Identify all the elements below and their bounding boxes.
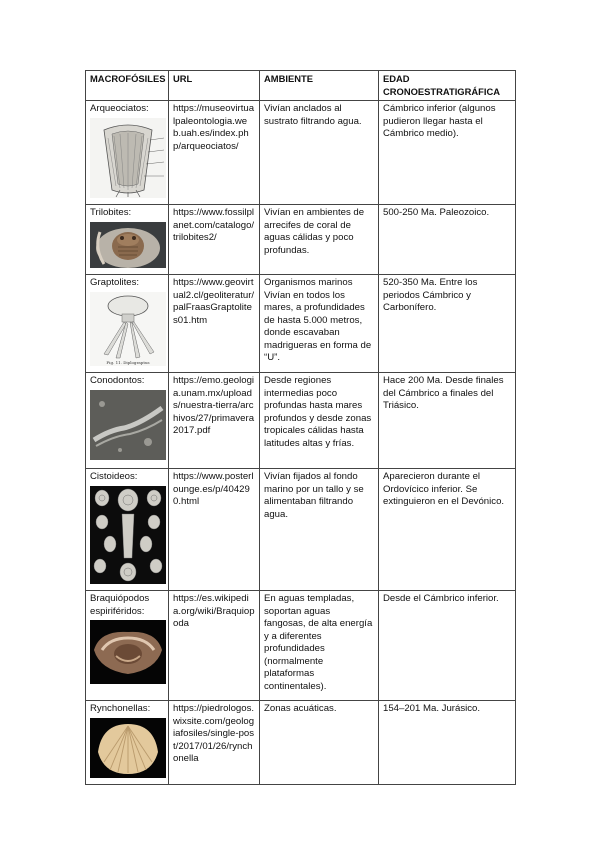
graptolite-illustration [90, 292, 166, 371]
archaeocyath-illustration [90, 118, 166, 203]
spiriferid-brachiopod-photo [90, 620, 166, 689]
ambiente-cell: En aguas templadas, soportan aguas fangosas, de alta energía y a diferentes profundidades (normalmente plataformas continentales). [260, 591, 379, 701]
table-row [86, 373, 516, 469]
fossil-name: Rynchonellas: [90, 703, 151, 714]
edad-cell: Desde el Cámbrico inferior. [379, 591, 516, 701]
rhynchonella-fossil-photo [90, 718, 166, 783]
fossil-name: Graptolites: [90, 277, 140, 288]
table-row [86, 205, 516, 275]
ambiente-cell: Vivían fijados al fondo marino por un tallo y se alimentaban filtrando agua. [260, 469, 379, 591]
header-edad: EDAD CRONOESTRATIGRÁFICA [379, 71, 516, 101]
cystoid-plate-illustration [90, 486, 166, 589]
header-ambiente: AMBIENTE [260, 71, 379, 101]
fossil-cell [86, 469, 169, 591]
table-row [86, 275, 516, 373]
conodont-fossil-photo [90, 390, 166, 465]
ambiente-cell: Zonas acuáticas. [260, 701, 379, 785]
edad-cell: 154–201 Ma. Jurásico. [379, 701, 516, 785]
fossil-name: Conodontos: [90, 375, 145, 386]
table-row [86, 101, 516, 205]
ambiente-cell: Desde regiones intermedias poco profundas hasta mares profundos y desde zonas tropicales cálidas hasta latitudes altas y frías. [260, 373, 379, 469]
fossil-name: Cistoideos: [90, 471, 138, 482]
fossil-cell [86, 591, 169, 701]
table-row [86, 701, 516, 785]
fossil-name: Arqueociatos: [90, 103, 149, 114]
image-caption: Fig. 11. Diplograptus [106, 359, 150, 365]
fossil-name: Braquiópodos espiriféridos: [90, 593, 150, 617]
fossil-cell [86, 205, 169, 275]
url-cell[interactable]: https://www.posterlounge.es/p/404290.html [169, 469, 260, 591]
fossil-cell [86, 373, 169, 469]
ambiente-cell: Vivían en ambientes de arrecifes de coral de aguas cálidas y poco profundas. [260, 205, 379, 275]
ambiente-cell: Organismos marinos Vivían en todos los mares, a profundidades de hasta 5.000 metros, donde escavaban madrigueras en forma de “U”. [260, 275, 379, 373]
url-cell[interactable]: https://www.fossilplanet.com/catalogo/trilobites2/ [169, 205, 260, 275]
table-row [86, 469, 516, 591]
fossil-cell [86, 701, 169, 785]
url-cell[interactable]: https://piedrologos.wixsite.com/geologiafosiles/single-post/2017/01/26/rynchonella [169, 701, 260, 785]
edad-cell: Aparecieron durante el Ordovícico inferior. Se extinguieron en el Devónico. [379, 469, 516, 591]
fossil-cell [86, 101, 169, 205]
trilobite-fossil-photo [90, 222, 166, 273]
header-url: URL [169, 71, 260, 101]
edad-cell: 520-350 Ma. Entre los periodos Cámbrico y Carbonífero. [379, 275, 516, 373]
edad-cell: 500-250 Ma. Paleozoico. [379, 205, 516, 275]
fossils-table [85, 70, 516, 785]
fossil-name: Trilobites: [90, 207, 132, 218]
header-row [86, 71, 516, 101]
ambiente-cell: Vivían anclados al sustrato filtrando agua. [260, 101, 379, 205]
edad-cell: Cámbrico inferior (algunos pudieron llegar hasta el Cámbrico medio). [379, 101, 516, 205]
table-row [86, 591, 516, 701]
url-cell[interactable]: https://es.wikipedia.org/wiki/Braquiopoda [169, 591, 260, 701]
url-cell[interactable]: https://www.geovirtual2.cl/geoliteratur/palFraasGraptolites01.htm [169, 275, 260, 373]
url-cell[interactable]: https://emo.geologia.unam.mx/uploads/nuestra-tierra/archivos/27/primavera2017.pdf [169, 373, 260, 469]
url-cell[interactable]: https://museovirtualpaleontologia.web.uah.es/index.php/arqueociatos/ [169, 101, 260, 205]
fossil-cell [86, 275, 169, 373]
header-macrofosiles: MACROFÓSILES [86, 71, 169, 101]
edad-cell: Hace 200 Ma. Desde finales del Cámbrico a finales del Triásico. [379, 373, 516, 469]
